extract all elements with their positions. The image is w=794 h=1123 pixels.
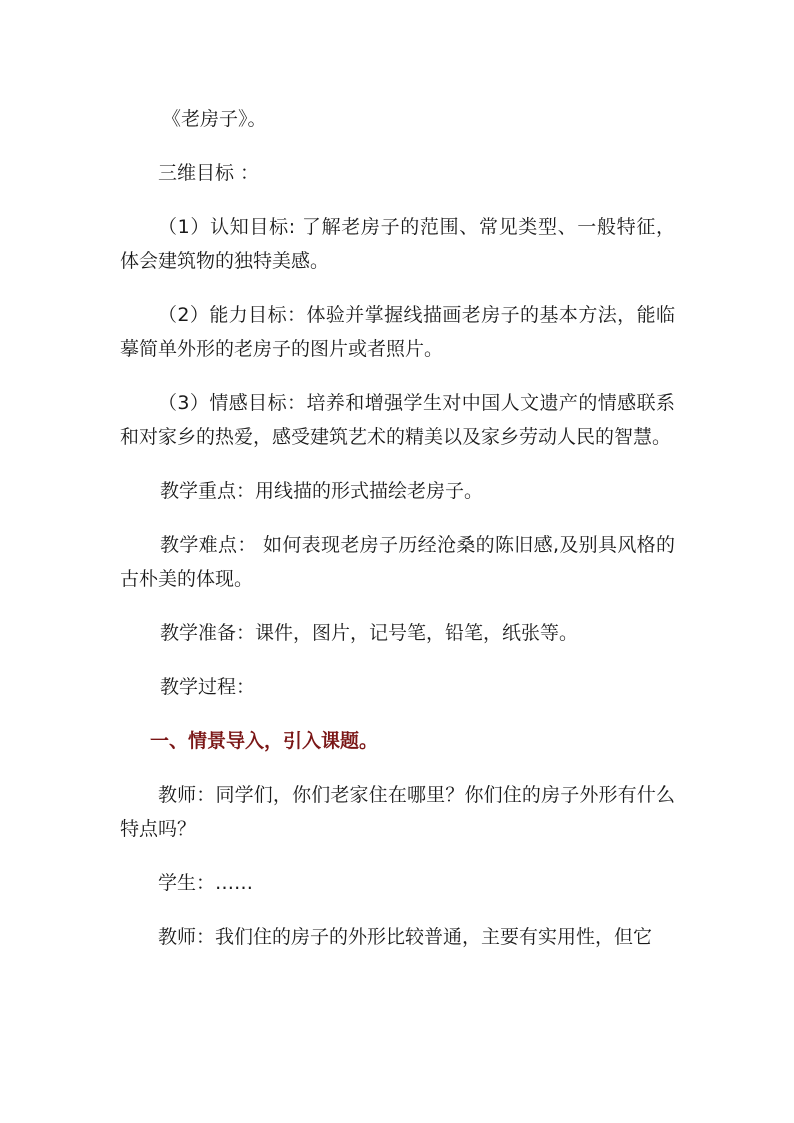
emotion-goal-paragraph: （3）情感目标：培养和增强学生对中国人文遗产的情感联系和对家乡的热爱，感受建筑艺术的精美以及家乡劳动人民的智慧。 [120, 392, 675, 448]
teaching-key-point: 教学重点：用线描的形式描绘老房子。 [160, 480, 484, 502]
section-one-heading: 一、情景导入，引入课题。 [150, 730, 379, 752]
three-dimensional-goals-heading: 三维目标 ： [158, 162, 260, 184]
teaching-difficulty: 教学难点： 如何表现老房子历经沧桑的陈旧感,及别具风格的古朴美的体现。 [120, 534, 675, 590]
student-dialogue-1: 学生：…… [158, 872, 254, 894]
teacher-dialogue-2: 教师：我们住的房子的外形比较普通，主要有实用性，但它 [158, 926, 653, 948]
teaching-process-heading: 教学过程： [160, 676, 256, 698]
lesson-title: 《老房子》。 [162, 108, 267, 130]
teacher-dialogue-1: 教师：同学们，你们老家住在哪里？你们住的房子外形有什么特点吗？ [120, 784, 675, 840]
teaching-preparation: 教学准备：课件，图片，记号笔，铅笔，纸张等。 [160, 622, 579, 644]
ability-goal-paragraph: （2）能力目标：体验并掌握线描画老房子的基本方法，能临摹简单外形的老房子的图片或者照片。 [120, 304, 675, 360]
cognitive-goal-paragraph: （1）认知目标: 了解老房子的范围、常见类型、一般特征，体会建筑物的独特美感。 [120, 216, 675, 272]
document-body [120, 102, 675, 974]
